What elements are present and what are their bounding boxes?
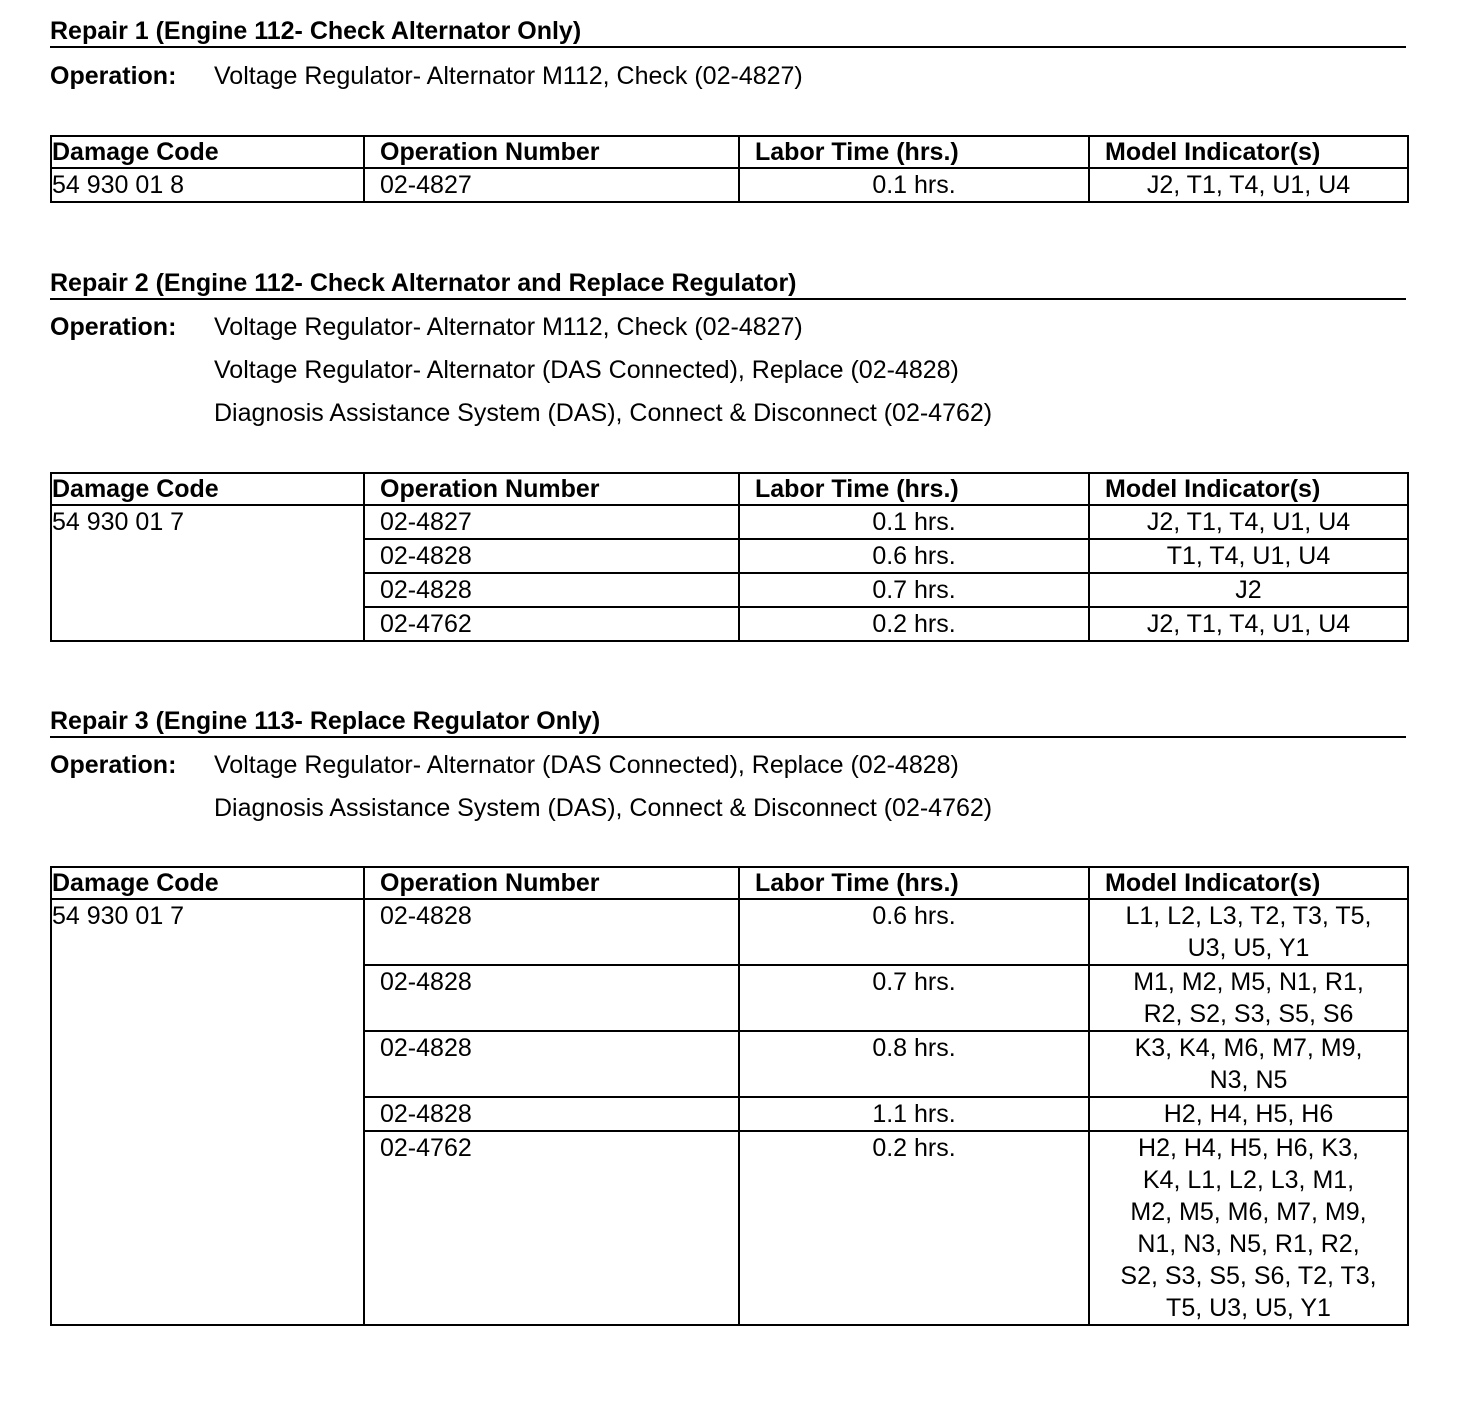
damage-code-cell: 54 930 01 7 — [51, 505, 364, 641]
model-line: K3, K4, M6, M7, M9, — [1134, 1034, 1363, 1062]
model-indicators-cell: J2, T1, T4, U1, U4 — [1089, 168, 1408, 202]
operation-number-cell: 02-4828 — [364, 1097, 739, 1131]
model-line: N1, N3, N5, R1, R2, — [1137, 1230, 1360, 1258]
model-line: U3, U5, Y1 — [1187, 934, 1310, 962]
model-line: R2, S2, S3, S5, S6 — [1143, 1000, 1354, 1028]
labor-time-cell: 0.7 hrs. — [739, 573, 1089, 607]
repair-3-table — [50, 866, 1409, 1326]
model-line: M2, M5, M6, M7, M9, — [1130, 1198, 1367, 1226]
damage-code-cell: 54 930 01 7 — [51, 899, 364, 1325]
header-operation-number: Operation Number — [364, 473, 739, 505]
repair-1-operation-line: Voltage Regulator- Alternator M112, Check (02-4827) — [214, 62, 803, 90]
model-indicators-cell: J2, T1, T4, U1, U4 — [1089, 607, 1408, 641]
repair-2-heading: Repair 2 (Engine 112- Check Alternator and Replace Regulator) — [50, 269, 1406, 300]
operation-number-cell: 02-4827 — [364, 505, 739, 539]
operation-number-cell: 02-4762 — [364, 1131, 739, 1325]
header-damage-code: Damage Code — [51, 136, 364, 168]
repair-3-operation-label: Operation: — [50, 751, 177, 779]
model-indicators-cell — [1089, 1031, 1408, 1097]
operation-number-cell: 02-4828 — [364, 965, 739, 1031]
repair-3-operation-line: Diagnosis Assistance System (DAS), Connect & Disconnect (02-4762) — [214, 794, 993, 822]
header-labor-time: Labor Time (hrs.) — [739, 473, 1089, 505]
model-line: N3, N5 — [1209, 1066, 1288, 1094]
table-header-row — [51, 136, 1408, 168]
model-indicators-cell: J2, T1, T4, U1, U4 — [1089, 505, 1408, 539]
model-indicators-cell — [1089, 965, 1408, 1031]
model-line: H2, H4, H5, H6 — [1163, 1100, 1334, 1128]
model-line: H2, H4, H5, H6, K3, — [1138, 1134, 1359, 1162]
repair-2-operation-line: Diagnosis Assistance System (DAS), Connect & Disconnect (02-4762) — [214, 399, 993, 427]
header-operation-number: Operation Number — [364, 867, 739, 899]
table-row — [51, 899, 1408, 965]
header-model-indicators: Model Indicator(s) — [1089, 473, 1408, 505]
damage-code-cell: 54 930 01 8 — [51, 168, 364, 202]
model-indicators-cell — [1089, 1131, 1408, 1325]
repair-1-table — [50, 135, 1409, 203]
model-line: M1, M2, M5, N1, R1, — [1133, 968, 1364, 996]
repair-1-heading: Repair 1 (Engine 112- Check Alternator Only) — [50, 17, 1406, 48]
model-line: L1, L2, L3, T2, T3, T5, — [1125, 902, 1372, 930]
repair-2-operation-label: Operation: — [50, 313, 177, 341]
operation-number-cell: 02-4828 — [364, 539, 739, 573]
labor-time-cell: 0.2 hrs. — [739, 1131, 1089, 1325]
header-labor-time: Labor Time (hrs.) — [739, 867, 1089, 899]
model-line: S2, S3, S5, S6, T2, T3, — [1120, 1262, 1377, 1290]
table-header-row — [51, 473, 1408, 505]
labor-time-cell: 0.6 hrs. — [739, 539, 1089, 573]
labor-time-cell: 0.7 hrs. — [739, 965, 1089, 1031]
table-row — [51, 505, 1408, 539]
model-indicators-cell — [1089, 899, 1408, 965]
table-row — [51, 168, 1408, 202]
repair-2-operation-line: Voltage Regulator- Alternator (DAS Connected), Replace (02-4828) — [214, 356, 959, 384]
labor-time-cell: 1.1 hrs. — [739, 1097, 1089, 1131]
model-indicators-cell: T1, T4, U1, U4 — [1089, 539, 1408, 573]
repair-3-heading: Repair 3 (Engine 113- Replace Regulator Only) — [50, 707, 1406, 738]
table-header-row — [51, 867, 1408, 899]
operation-number-cell: 02-4828 — [364, 573, 739, 607]
labor-time-cell: 0.1 hrs. — [739, 168, 1089, 202]
header-model-indicators: Model Indicator(s) — [1089, 136, 1408, 168]
repair-1-operation-label: Operation: — [50, 62, 177, 90]
repair-2-operation-line: Voltage Regulator- Alternator M112, Check (02-4827) — [214, 313, 803, 341]
operation-number-cell: 02-4828 — [364, 1031, 739, 1097]
labor-time-cell: 0.2 hrs. — [739, 607, 1089, 641]
model-indicators-cell — [1089, 1097, 1408, 1131]
header-labor-time: Labor Time (hrs.) — [739, 136, 1089, 168]
operation-number-cell: 02-4828 — [364, 899, 739, 965]
model-line: T5, U3, U5, Y1 — [1166, 1294, 1331, 1322]
labor-time-cell: 0.6 hrs. — [739, 899, 1089, 965]
header-damage-code: Damage Code — [51, 867, 364, 899]
labor-time-cell: 0.8 hrs. — [739, 1031, 1089, 1097]
header-model-indicators: Model Indicator(s) — [1089, 867, 1408, 899]
repair-2-table — [50, 472, 1409, 642]
model-indicators-cell: J2 — [1089, 573, 1408, 607]
model-line: K4, L1, L2, L3, M1, — [1142, 1166, 1355, 1194]
header-operation-number: Operation Number — [364, 136, 739, 168]
labor-time-cell: 0.1 hrs. — [739, 505, 1089, 539]
header-damage-code: Damage Code — [51, 473, 364, 505]
operation-number-cell: 02-4762 — [364, 607, 739, 641]
repair-3-operation-line: Voltage Regulator- Alternator (DAS Connected), Replace (02-4828) — [214, 751, 959, 779]
operation-number-cell: 02-4827 — [364, 168, 739, 202]
